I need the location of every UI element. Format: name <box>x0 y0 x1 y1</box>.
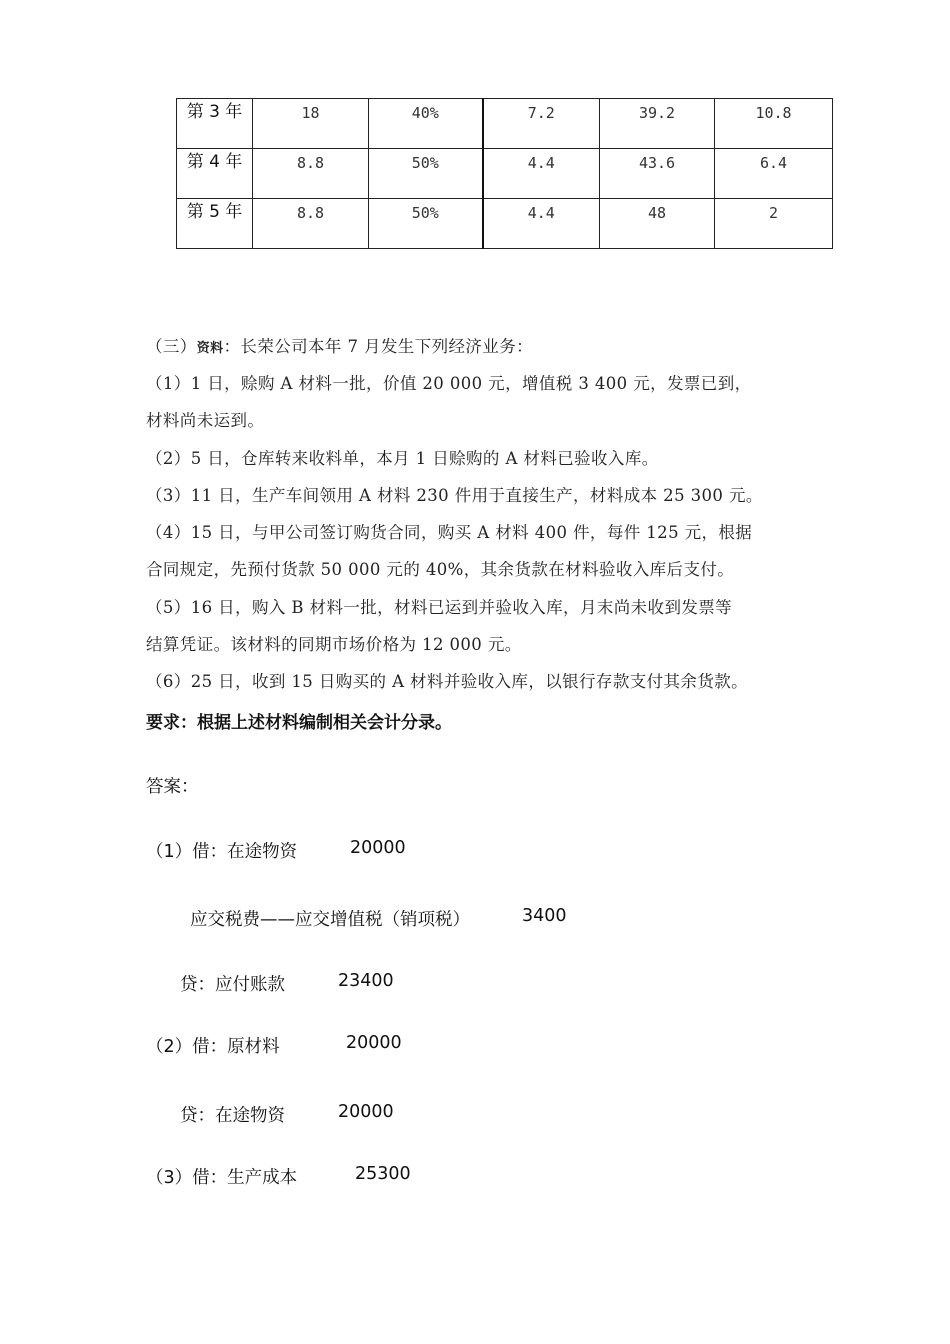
table-cell: 8.8 <box>296 204 325 222</box>
journal-entry <box>146 1164 546 1189</box>
table-row <box>177 199 833 249</box>
paragraph-line: （6）25 日，收到 15 日购买的 A 材料并验收入库，以银行存款支付其余货款。 <box>146 672 749 691</box>
answer-heading: 答案： <box>146 777 199 797</box>
paragraph-line: （2）5 日，仓库转来收料单，本月 1 日赊购的 A 材料已验收入库。 <box>146 449 659 468</box>
requirement-text: 要求：根据上述材料编制相关会计分录。 <box>146 713 452 733</box>
table-cell: 50% <box>411 154 439 172</box>
section-label: 资料 <box>196 341 224 356</box>
depreciation-table <box>176 98 833 249</box>
entry-amount: 20000 <box>346 1033 402 1053</box>
table-cell: 7.2 <box>527 104 555 122</box>
journal-entry <box>146 838 546 863</box>
table-cell: 2 <box>768 204 779 222</box>
section-intro-text: ：长荣公司本年 7 月发生下列经济业务： <box>223 337 534 356</box>
section-intro <box>146 333 533 357</box>
table-row <box>177 99 833 149</box>
entry-text: （1）借：在途物资 <box>146 842 298 862</box>
journal-entry <box>180 971 480 996</box>
table-cell: 4.4 <box>527 154 555 172</box>
journal-entry <box>146 1033 546 1058</box>
table-cell: 8.8 <box>296 154 325 172</box>
entry-amount: 25300 <box>355 1164 411 1184</box>
entry-amount: 23400 <box>338 971 394 991</box>
table-cell: 50% <box>411 204 439 222</box>
entry-text: 贷：在途物资 <box>180 1106 285 1126</box>
journal-entry <box>180 1102 480 1127</box>
entry-amount: 3400 <box>522 906 567 926</box>
table-cell: 6.4 <box>759 154 788 172</box>
entry-text: （2）借：原材料 <box>146 1037 280 1057</box>
table-row <box>177 149 833 199</box>
entry-amount: 20000 <box>338 1102 394 1122</box>
year-cell: 第 5 年 <box>186 202 243 222</box>
entry-text: 应交税费——应交增值税（销项税） <box>190 910 470 930</box>
table-cell: 18 <box>301 104 320 122</box>
table-cell: 40% <box>411 104 439 122</box>
paragraph-line: 结算凭证。该材料的同期市场价格为 12 000 元。 <box>146 635 522 654</box>
paragraph-line: （4）15 日，与甲公司签订购货合同，购买 A 材料 400 件，每件 125 元，根据 <box>146 523 753 542</box>
journal-entry <box>190 906 610 931</box>
table-cell: 4.4 <box>527 204 555 222</box>
year-cell: 第 4 年 <box>186 152 243 172</box>
paragraph-line: （1）1 日，赊购 A 材料一批，价值 20 000 元，增值税 3 400 元，发票已到， <box>146 374 752 393</box>
entry-amount: 20000 <box>350 838 406 858</box>
table-cell: 39.2 <box>638 104 676 122</box>
table-cell: 48 <box>647 204 667 222</box>
paragraph-line: （3）11 日，生产车间领用 A 材料 230 件用于直接生产，材料成本 25 300 元。 <box>146 486 763 505</box>
entry-text: （3）借：生产成本 <box>146 1168 298 1188</box>
table-cell: 10.8 <box>755 104 792 122</box>
section-prefix: （三） <box>146 337 197 356</box>
paragraph-line: （5）16 日，购入 B 材料一批，材料已运到并验收入库，月末尚未收到发票等 <box>146 598 733 617</box>
table-cell: 43.6 <box>638 154 676 172</box>
paragraph-line: 合同规定，先预付货款 50 000 元的 40%，其余货款在材料验收入库后支付。 <box>146 560 735 579</box>
year-cell: 第 3 年 <box>186 102 243 122</box>
entry-text: 贷：应付账款 <box>180 975 285 995</box>
paragraph-line: 材料尚未运到。 <box>146 411 265 430</box>
